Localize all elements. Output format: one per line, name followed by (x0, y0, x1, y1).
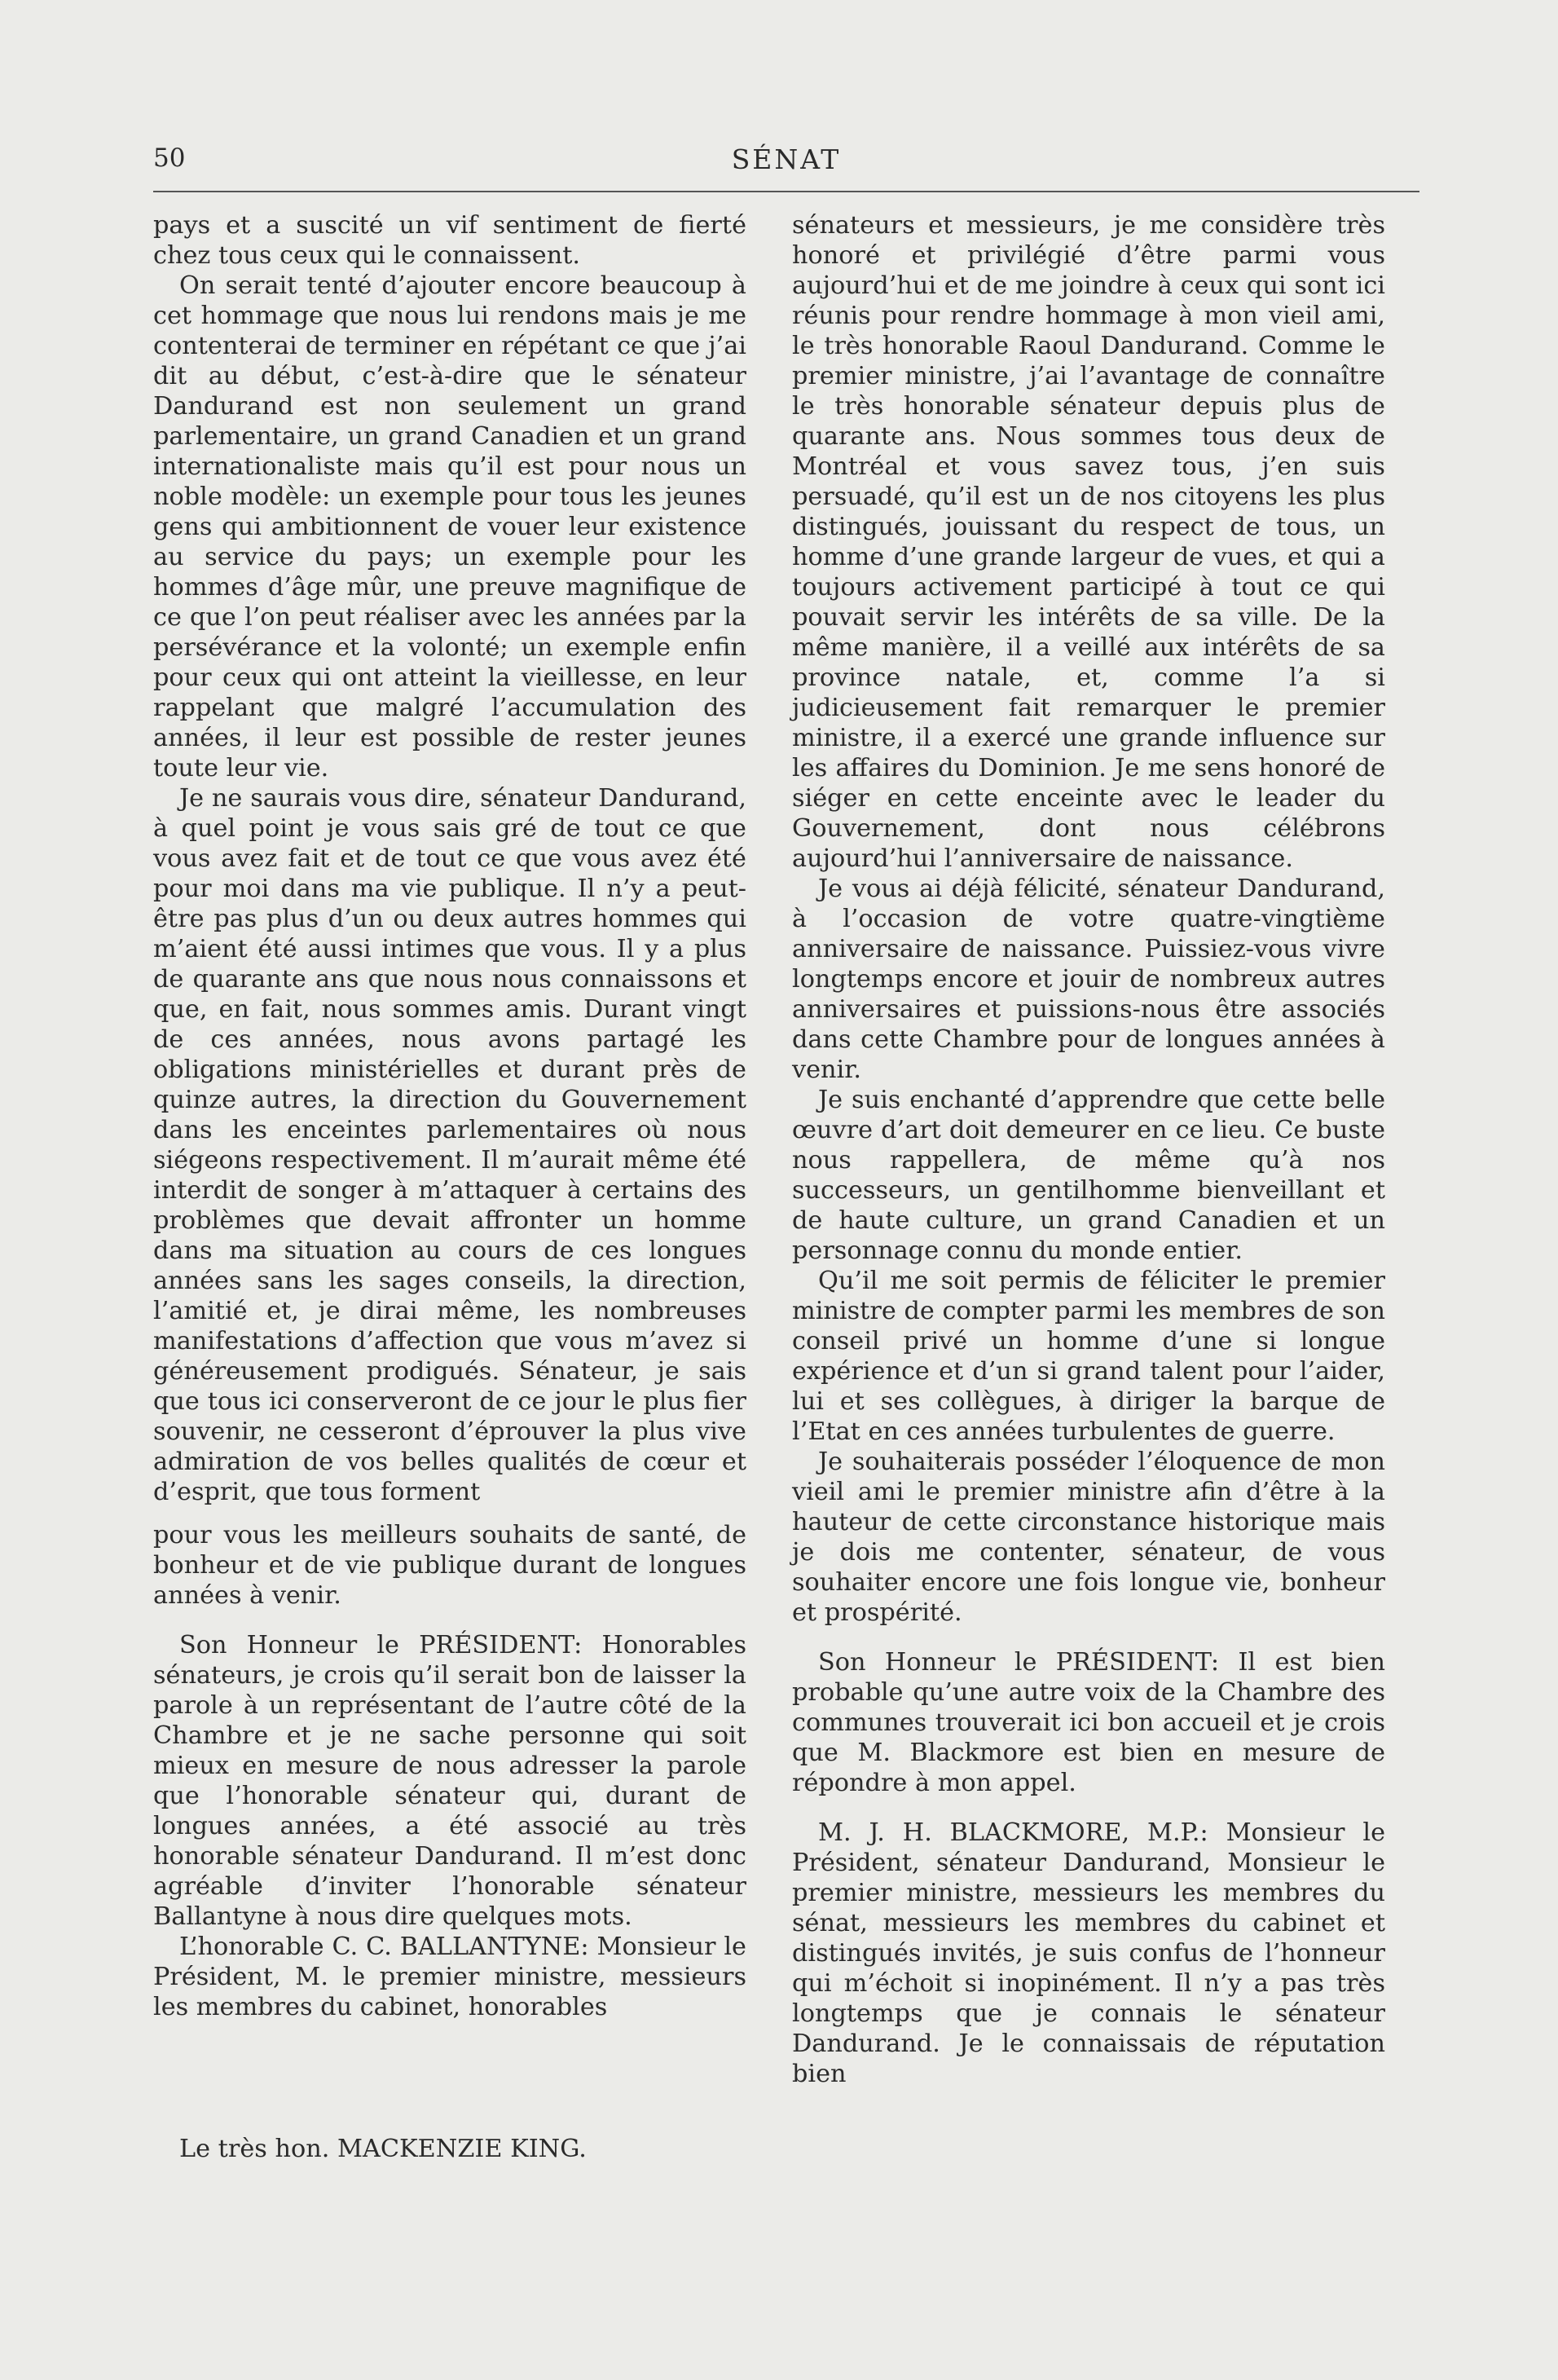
paragraph: pays et a suscité un vif sentiment de fierté chez tous ceux qui le connaissent. (153, 211, 746, 270)
running-head (153, 143, 1419, 184)
right-column (792, 210, 1385, 2089)
paragraph: Je suis enchanté d’apprendre que cette belle œuvre d’art doit demeurer en ce lieu. Ce buste nous rappellera, de même qu’à nos successeurs, un gentilhomme bienveillant et de haute culture, un grand Canadien et un personnage connu du monde entier. (792, 1086, 1385, 1265)
page-number: 50 (153, 143, 186, 173)
speaker-attribution: Le très hon. MACKENZIE KING. (179, 2135, 587, 2163)
running-title: SÉNAT (731, 143, 842, 175)
speaker-paragraph: M. J. H. BLACKMORE, M.P.: Monsieur le Président, sénateur Dandurand, Monsieur le premier ministre, messieurs les membres du sénat, messieurs les membres du cabinet et distingués invités, je suis confus de l’honneur qui m’échoit si inopinément. Il n’y a pas très longtemps que je connais le sénateur Dandurand. Je le connaissais de réputation bien (792, 1818, 1385, 2088)
speaker-paragraph: Son Honneur le PRÉSIDENT: Honorables sénateurs, je crois qu’il serait bon de laisser la parole à un représentant de l’autre côté de la Chambre et je ne sache personne qui soit mieux en mesure de nous adresser la parole que l’honorable sénateur qui, durant de longues années, a été associé au très honorable sénateur Dandurand. Il m’est donc agréable d’inviter l’honorable sénateur Ballantyne à nous dire quelques mots. (153, 1631, 746, 1931)
paragraph: pour vous les meilleurs souhaits de santé, de bonheur et de vie publique durant de longues années à venir. (153, 1521, 746, 1610)
paragraph: Qu’il me soit permis de féliciter le premier ministre de compter parmi les membres de son conseil privé un homme d’une si longue expérience et d’un si grand talent pour l’aider, lui et ses collègues, à diriger la barque de l’Etat en ces années turbulentes de guerre. (792, 1267, 1385, 1446)
left-column (153, 210, 746, 2022)
paragraph: On serait tenté d’ajouter encore beaucoup à cet hommage que nous lui rendons mais je me contenterai de terminer en répétant ce que j’ai dit au début, c’est-à-dire que le sénateur Dandurand est non seulement un grand parlementaire, un grand Canadien et un grand internationaliste mais qu’il est pour nous un noble modèle: un exemple pour tous les jeunes gens qui ambitionnent de vouer leur existence au service du pays; un exemple pour les hommes d’âge mûr, une preuve magnifique de ce que l’on peut réaliser avec les années par la persévérance et la volonté; un exemple enfin pour ceux qui ont atteint la vieillesse, en leur rappelant que malgré l’accumulation des années, il leur est possible de rester jeunes toute leur vie. (153, 271, 746, 782)
speaker-paragraph: Son Honneur le PRÉSIDENT: Il est bien probable qu’une autre voix de la Chambre des communes trouverait ici bon accueil et je crois que M. Blackmore est bien en mesure de répondre à mon appel. (792, 1648, 1385, 1797)
paragraph: Je vous ai déjà félicité, sénateur Dandurand, à l’occasion de votre quatre-vingtième anniversaire de naissance. Puissiez-vous vivre longtemps encore et jouir de nombreux autres anniversaires et puissions-nous être associés dans cette Chambre pour de longues années à venir. (792, 875, 1385, 1084)
paragraph: Je souhaiterais posséder l’éloquence de mon vieil ami le premier ministre afin d’être à la hauteur de cette circonstance historique mais je dois me contenter, sénateur, de vous souhaiter encore une fois longue vie, bonheur et prospérité. (792, 1448, 1385, 1627)
paragraph: Je ne saurais vous dire, sénateur Dandurand, à quel point je vous sais gré de tout ce que vous avez fait et de tout ce que vous avez été pour moi dans ma vie publique. Il n’y a peut-être pas plus d’un ou deux autres hommes qui m’aient été aussi intimes que vous. Il y a plus de quarante ans que nous nous connaissons et que, en fait, nous sommes amis. Durant vingt de ces années, nous avons partagé les obligations ministérielles et durant près de quinze autres, la direction du Gouvernement dans les enceintes parlementaires où nous siégeons respectivement. Il m’aurait même été interdit de songer à m’attaquer à certains des problèmes que devait affronter un homme dans ma situation au cours de ces longues années sans les sages conseils, la direction, l’amitié et, je dirai même, les nombreuses manifestations d’affection que vous m’avez si généreusement prodigués. Sénateur, je sais que tous ici conserveront de ce jour le plus fier souvenir, ne cesseront d’éprouver la plus vive admiration de vos belles qualités de cœur et d’esprit, que tous forment (153, 784, 746, 1506)
paragraph: sénateurs et messieurs, je me considère très honoré et privilégié d’être parmi vous aujourd’hui et de me joindre à ceux qui sont ici réunis pour rendre hommage à mon vieil ami, le très honorable Raoul Dandurand. Comme le premier ministre, j’ai l’avantage de connaître le très honorable sénateur depuis plus de quarante ans. Nous sommes tous deux de Montréal et vous savez tous, j’en suis persuadé, qu’il est un de nos citoyens les plus distingués, jouissant du respect de tous, un homme d’une grande largeur de vues, et qui a toujours activement participé à tout ce qui pouvait servir les intérêts de sa ville. De la même manière, il a veillé aux intérêts de sa province natale, et, comme l’a si judicieusement fait remarquer le premier ministre, il a exercé une grande influence sur les affaires du Dominion. Je me sens honoré de siéger en cette enceinte avec le leader du Gouvernement, dont nous célébrons aujourd’hui l’anniversaire de naissance. (792, 211, 1385, 873)
header-rule (153, 191, 1419, 192)
speaker-paragraph: L’honorable C. C. BALLANTYNE: Monsieur le Président, M. le premier ministre, messieurs les membres du cabinet, honorables (153, 1933, 746, 2021)
